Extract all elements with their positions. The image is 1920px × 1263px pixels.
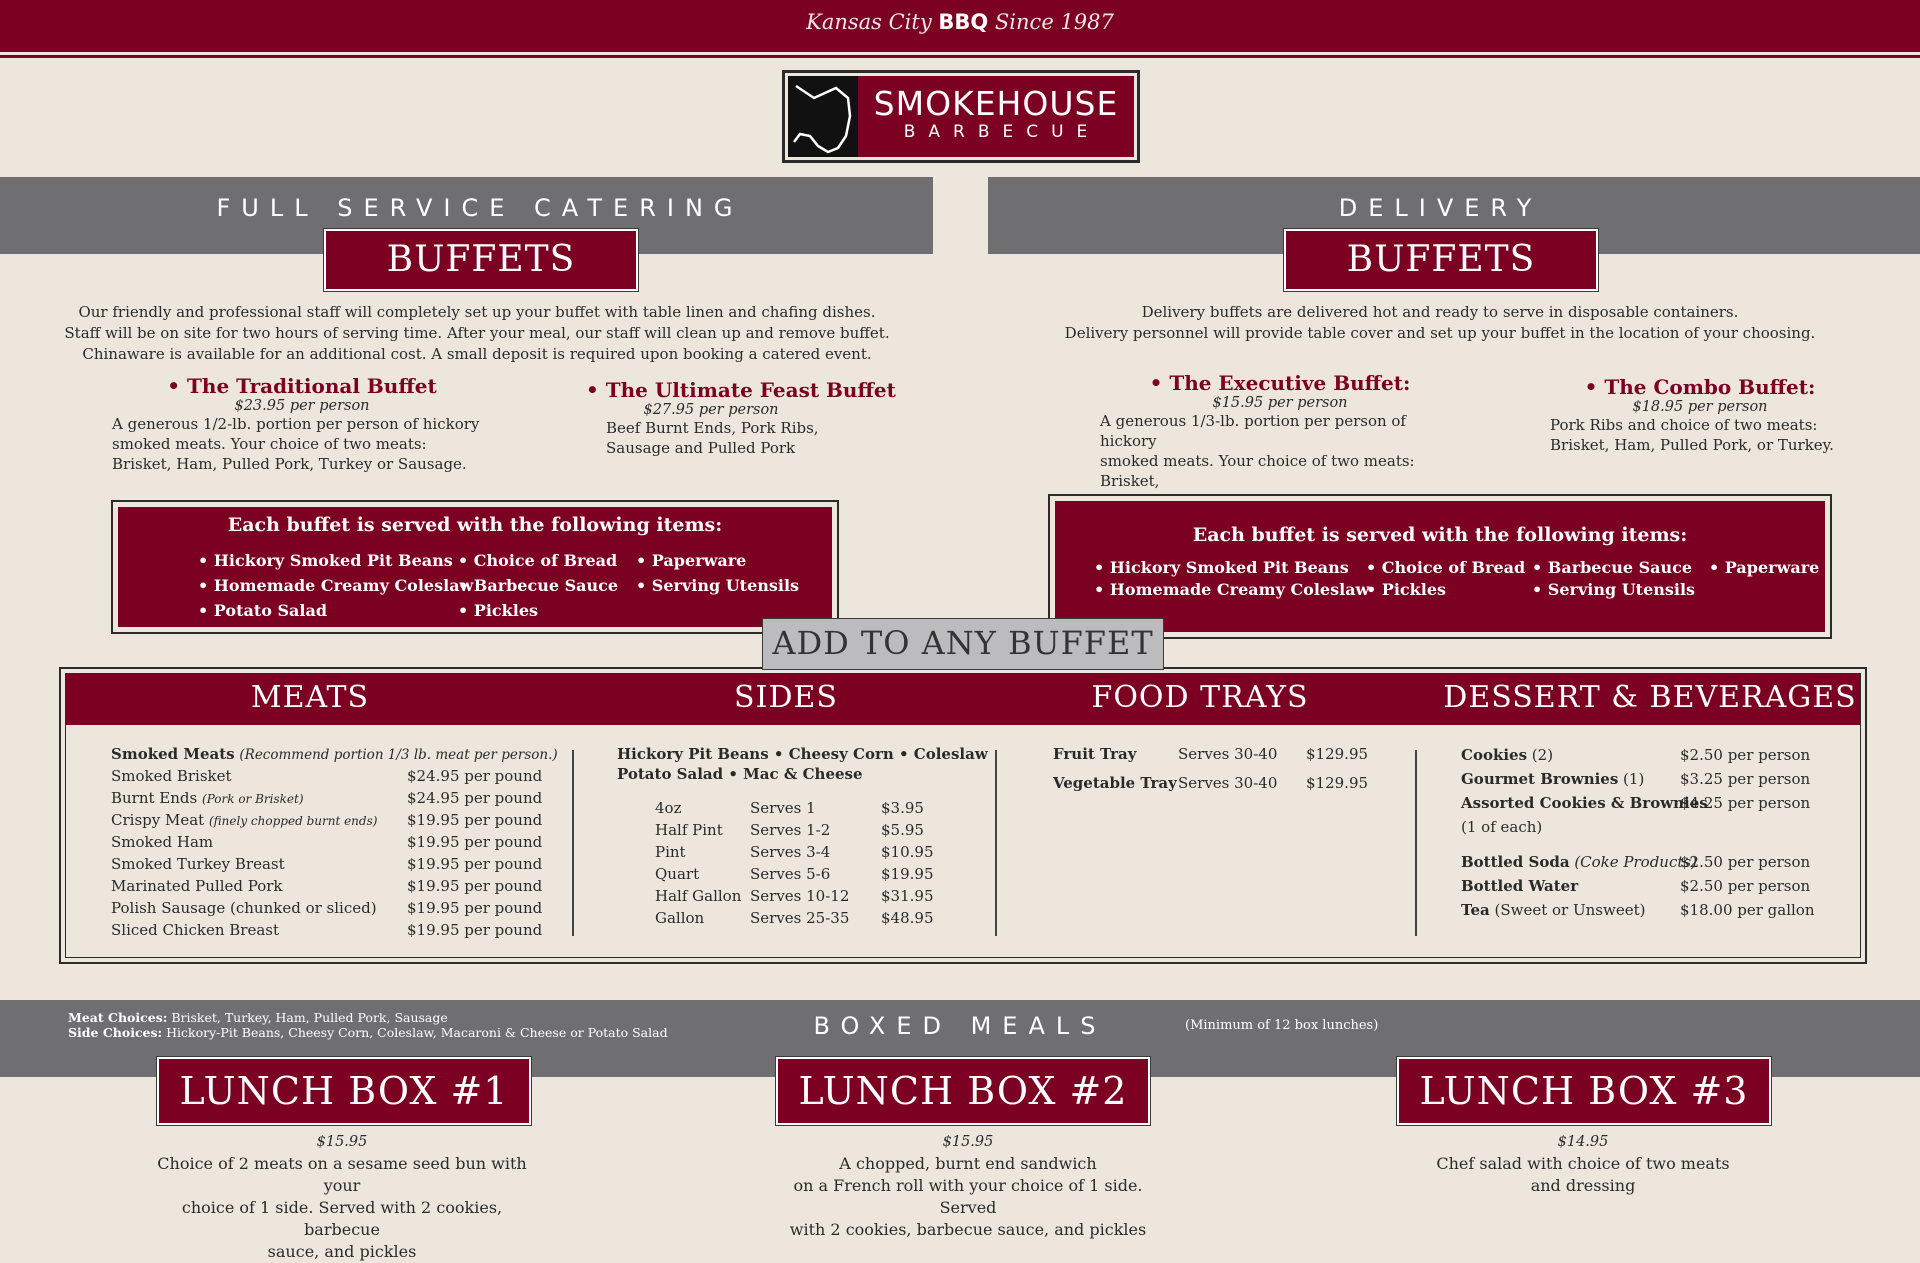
- meat-note: (Pork or Brisket): [202, 792, 304, 806]
- delivery-served-box: [1048, 494, 1832, 639]
- buffet-desc: A generous 1/2-lb. portion per person of hickory smoked meats. Your choice of two meats: Brisket, Ham, Pulled Pork, Turkey or Sausage.: [112, 415, 480, 473]
- column-divider: [995, 750, 997, 936]
- side-price: $48.95: [881, 909, 934, 927]
- meat-name: Sliced Chicken Breast: [111, 921, 279, 939]
- buffet-name: • The Ultimate Feast Buffet: [586, 378, 896, 402]
- side-size-row: [655, 885, 955, 907]
- meat-price: $19.95 per pound: [407, 833, 543, 851]
- tray-serves: Serves 30-40: [1178, 774, 1278, 792]
- side-price: $10.95: [881, 843, 934, 861]
- served-title: Each buffet is served with the following items:: [227, 514, 723, 536]
- served-item: • Potato Salad: [198, 601, 328, 620]
- served-item: • Choice of Bread: [458, 551, 618, 570]
- dessert-name: Assorted Cookies & Brownies: [1461, 794, 1708, 812]
- side-serves: Serves 1-2: [750, 821, 831, 839]
- add-to-any-buffet-tab: ADD TO ANY BUFFET: [762, 618, 1164, 670]
- meat-row: [111, 875, 543, 897]
- side-size-row: [655, 863, 955, 885]
- executive-buffet: [1100, 371, 1460, 511]
- meat-note: (finely chopped burnt ends): [208, 814, 378, 828]
- dessert-row: [1461, 768, 1861, 792]
- side-size: Half Gallon: [655, 887, 742, 905]
- tray-serves: Serves 30-40: [1178, 745, 1278, 763]
- meat-name: Marinated Pulled Pork: [111, 877, 283, 895]
- meats-list: [111, 765, 543, 941]
- dessert-row: [1461, 851, 1861, 875]
- dessert-row: [1461, 744, 1861, 768]
- buffet-name: • The Traditional Buffet: [167, 374, 437, 398]
- dessert-name: Bottled Soda: [1461, 853, 1570, 871]
- sides-size-list: [655, 797, 955, 929]
- dessert-beverages-heading: DESSERT & BEVERAGES: [1443, 680, 1857, 715]
- meat-row: [111, 919, 543, 941]
- tray-name: Vegetable Tray: [1053, 774, 1177, 792]
- buffet-desc: Pork Ribs and choice of two meats: Brisket, Ham, Pulled Pork, or Turkey.: [1550, 416, 1834, 454]
- dessert-row: [1461, 816, 1861, 851]
- traditional-buffet: [112, 374, 492, 474]
- buffet-price: $15.95 per person: [1212, 395, 1348, 411]
- meat-price: $19.95 per pound: [407, 855, 543, 873]
- served-item: • Serving Utensils: [636, 576, 800, 595]
- boxed-meals-title: BOXED MEALS: [813, 1012, 1107, 1040]
- side-price: $31.95: [881, 887, 934, 905]
- ultimate-buffet: [586, 378, 896, 458]
- side-size-row: [655, 841, 955, 863]
- sides-line1: Hickory Pit Beans • Cheesy Corn • Coleslaw: [617, 745, 988, 763]
- side-price: $19.95: [881, 865, 934, 883]
- lunch-box-2-plaque: LUNCH BOX #2: [776, 1057, 1150, 1125]
- desserts-list: [1461, 744, 1861, 923]
- side-size: Half Pint: [655, 821, 723, 839]
- tray-price: $129.95: [1306, 774, 1369, 792]
- dessert-note: (Coke Products): [1569, 853, 1697, 871]
- buffet-desc: Beef Burnt Ends, Pork Ribs, Sausage and Pulled Pork: [606, 419, 819, 457]
- side-size-row: [655, 819, 955, 841]
- side-size: Gallon: [655, 909, 705, 927]
- served-item: • Homemade Creamy Coleslaw: [198, 576, 474, 595]
- meat-row: [111, 765, 543, 787]
- meat-row: [111, 831, 543, 853]
- served-item: • Barbecue Sauce: [1532, 558, 1693, 577]
- dessert-price: $18.00 per gallon: [1680, 901, 1815, 919]
- header-rule: [0, 55, 1920, 58]
- served-item: • Serving Utensils: [1532, 580, 1696, 599]
- logo-title: SMOKEHOUSE: [873, 84, 1119, 123]
- dessert-name: Bottled Water: [1461, 877, 1579, 895]
- served-title: Each buffet is served with the following items:: [1192, 524, 1688, 546]
- tray-name: Fruit Tray: [1053, 745, 1137, 763]
- side-price: $3.95: [881, 799, 924, 817]
- meat-price: $24.95 per pound: [407, 789, 543, 807]
- tray-row: [1053, 772, 1383, 801]
- lunch-box-1-plaque: LUNCH BOX #1: [157, 1057, 531, 1125]
- buffet-desc: A generous 1/3-lb. portion per person of hickory smoked meats. Your choice of two meats: Brisket,: [1100, 412, 1415, 490]
- tray-row: [1053, 743, 1383, 772]
- dessert-note: (2): [1527, 746, 1554, 764]
- catering-title: FULL SERVICE CATERING: [216, 194, 744, 222]
- buffet-price: $23.95 per person: [234, 398, 370, 414]
- trays-list: [1053, 743, 1383, 801]
- dessert-note: (1 of each): [1461, 818, 1543, 836]
- side-serves: Serves 3-4: [750, 843, 831, 861]
- side-size: Pint: [655, 843, 686, 861]
- sides-heading: SIDES: [734, 680, 838, 715]
- side-serves: Serves 25-35: [750, 909, 850, 927]
- meat-name: Burnt Ends: [111, 789, 198, 807]
- dessert-price: $4.25 per person: [1680, 794, 1811, 812]
- side-price: $5.95: [881, 821, 924, 839]
- tray-price: $129.95: [1306, 745, 1369, 763]
- logo-subtitle: BARBECUE: [903, 122, 1101, 142]
- meat-row: [111, 809, 543, 831]
- meat-row: [111, 787, 543, 809]
- dessert-name: Gourmet Brownies: [1461, 770, 1619, 788]
- lunch-box-1-details: $15.95 Choice of 2 meats on a sesame seed bun with your choice of 1 side. Served with 2 cookies, barbecue sauce, and pickles: [157, 1134, 527, 1261]
- dessert-name: Tea: [1461, 901, 1490, 919]
- meat-price: $19.95 per pound: [407, 811, 543, 829]
- dessert-price: $3.25 per person: [1680, 770, 1811, 788]
- side-size: Quart: [655, 865, 700, 883]
- dessert-row: [1461, 792, 1861, 816]
- sides-line2: Potato Salad • Mac & Cheese: [617, 765, 863, 783]
- meat-row: [111, 853, 543, 875]
- buffet-price: $27.95 per person: [643, 402, 779, 418]
- dessert-price: $2.50 per person: [1680, 877, 1811, 895]
- catering-intro: Our friendly and professional staff will completely set up your buffet with table linen and chafing dishes. Staff will be on site for two hours of serving time. After your meal, our staff will clean up and remove buffet. Chinaware is available for an additional cost. A small deposit is required upon booking a catered event.: [64, 303, 890, 363]
- buffet-name: • The Combo Buffet:: [1584, 375, 1816, 399]
- delivery-title: DELIVERY: [1338, 194, 1543, 222]
- served-item: • Hickory Smoked Pit Beans: [1094, 558, 1349, 577]
- served-item: • Homemade Creamy Coleslaw: [1094, 580, 1370, 599]
- served-item: • Paperware: [636, 551, 747, 570]
- side-size-row: [655, 907, 955, 929]
- meat-choices: Meat Choices: Brisket, Turkey, Ham, Pulled Pork, Sausage: [68, 1010, 448, 1025]
- meat-price: $19.95 per pound: [407, 899, 543, 917]
- meat-name: Smoked Brisket: [111, 767, 232, 785]
- food-trays-heading: FOOD TRAYS: [1091, 680, 1309, 715]
- lunch-box-3-details: $14.95 Chef salad with choice of two meats and dressing: [1436, 1134, 1730, 1195]
- column-divider: [572, 750, 574, 936]
- side-serves: Serves 5-6: [750, 865, 831, 883]
- dessert-price: $2.50 per person: [1680, 853, 1811, 871]
- served-item: • Pickles: [458, 601, 538, 620]
- catering-buffets-plaque: BUFFETS: [324, 229, 638, 291]
- side-choices: Side Choices: Hickory-Pit Beans, Cheesy Corn, Coleslaw, Macaroni & Cheese or Potato Salad: [68, 1025, 668, 1040]
- catering-served-box: [111, 500, 839, 634]
- boxed-minimum: (Minimum of 12 box lunches): [1185, 1018, 1379, 1033]
- meat-name: Smoked Ham: [111, 833, 214, 851]
- served-item: • Pickles: [1366, 580, 1446, 599]
- lunch-box-3-plaque: LUNCH BOX #3: [1397, 1057, 1771, 1125]
- side-size: 4oz: [655, 799, 682, 817]
- combo-buffet: [1550, 375, 1850, 455]
- dessert-row: [1461, 875, 1861, 899]
- side-serves: Serves 1: [750, 799, 816, 817]
- delivery-buffets-plaque: BUFFETS: [1284, 229, 1598, 291]
- meat-row: [111, 897, 543, 919]
- lunch-box-2-details: $15.95 A chopped, burnt end sandwich on a French roll with your choice of 1 side. Served with 2 cookies, barbecue sauce, and pickles: [789, 1134, 1147, 1239]
- served-item: • Hickory Smoked Pit Beans: [198, 551, 453, 570]
- column-divider: [1415, 750, 1417, 936]
- meat-price: $19.95 per pound: [407, 921, 543, 939]
- meat-price: $24.95 per pound: [407, 767, 543, 785]
- dessert-row: [1461, 899, 1861, 923]
- served-item: • Choice of Bread: [1366, 558, 1526, 577]
- served-item: • Paperware: [1709, 558, 1820, 577]
- meat-name: Smoked Turkey Breast: [111, 855, 285, 873]
- served-item: • Barbecue Sauce: [458, 576, 619, 595]
- meat-name: Polish Sausage (chunked or sliced): [111, 899, 377, 917]
- side-serves: Serves 10-12: [750, 887, 850, 905]
- steer-head-icon: [788, 76, 858, 157]
- meats-heading: MEATS: [250, 680, 370, 715]
- dessert-price: $2.50 per person: [1680, 746, 1811, 764]
- dessert-note: (1): [1618, 770, 1645, 788]
- meat-price: $19.95 per pound: [407, 877, 543, 895]
- tagline: Kansas City BBQ Since 1987: [806, 10, 1114, 34]
- dessert-name: Cookies: [1461, 746, 1528, 764]
- meat-name: Crispy Meat: [111, 811, 205, 829]
- buffet-price: $18.95 per person: [1632, 399, 1768, 415]
- side-size-row: [655, 797, 955, 819]
- dessert-note: (Sweet or Unsweet): [1489, 901, 1646, 919]
- logo[interactable]: [782, 70, 1140, 163]
- meats-subheading: Smoked Meats (Recommend portion 1/3 lb. meat per person.): [111, 745, 558, 763]
- buffet-name: • The Executive Buffet:: [1149, 371, 1411, 395]
- delivery-intro: Delivery buffets are delivered hot and ready to serve in disposable containers. Delivery personnel will provide table cover and set up your buffet in the location of your choosing.: [1064, 303, 1816, 342]
